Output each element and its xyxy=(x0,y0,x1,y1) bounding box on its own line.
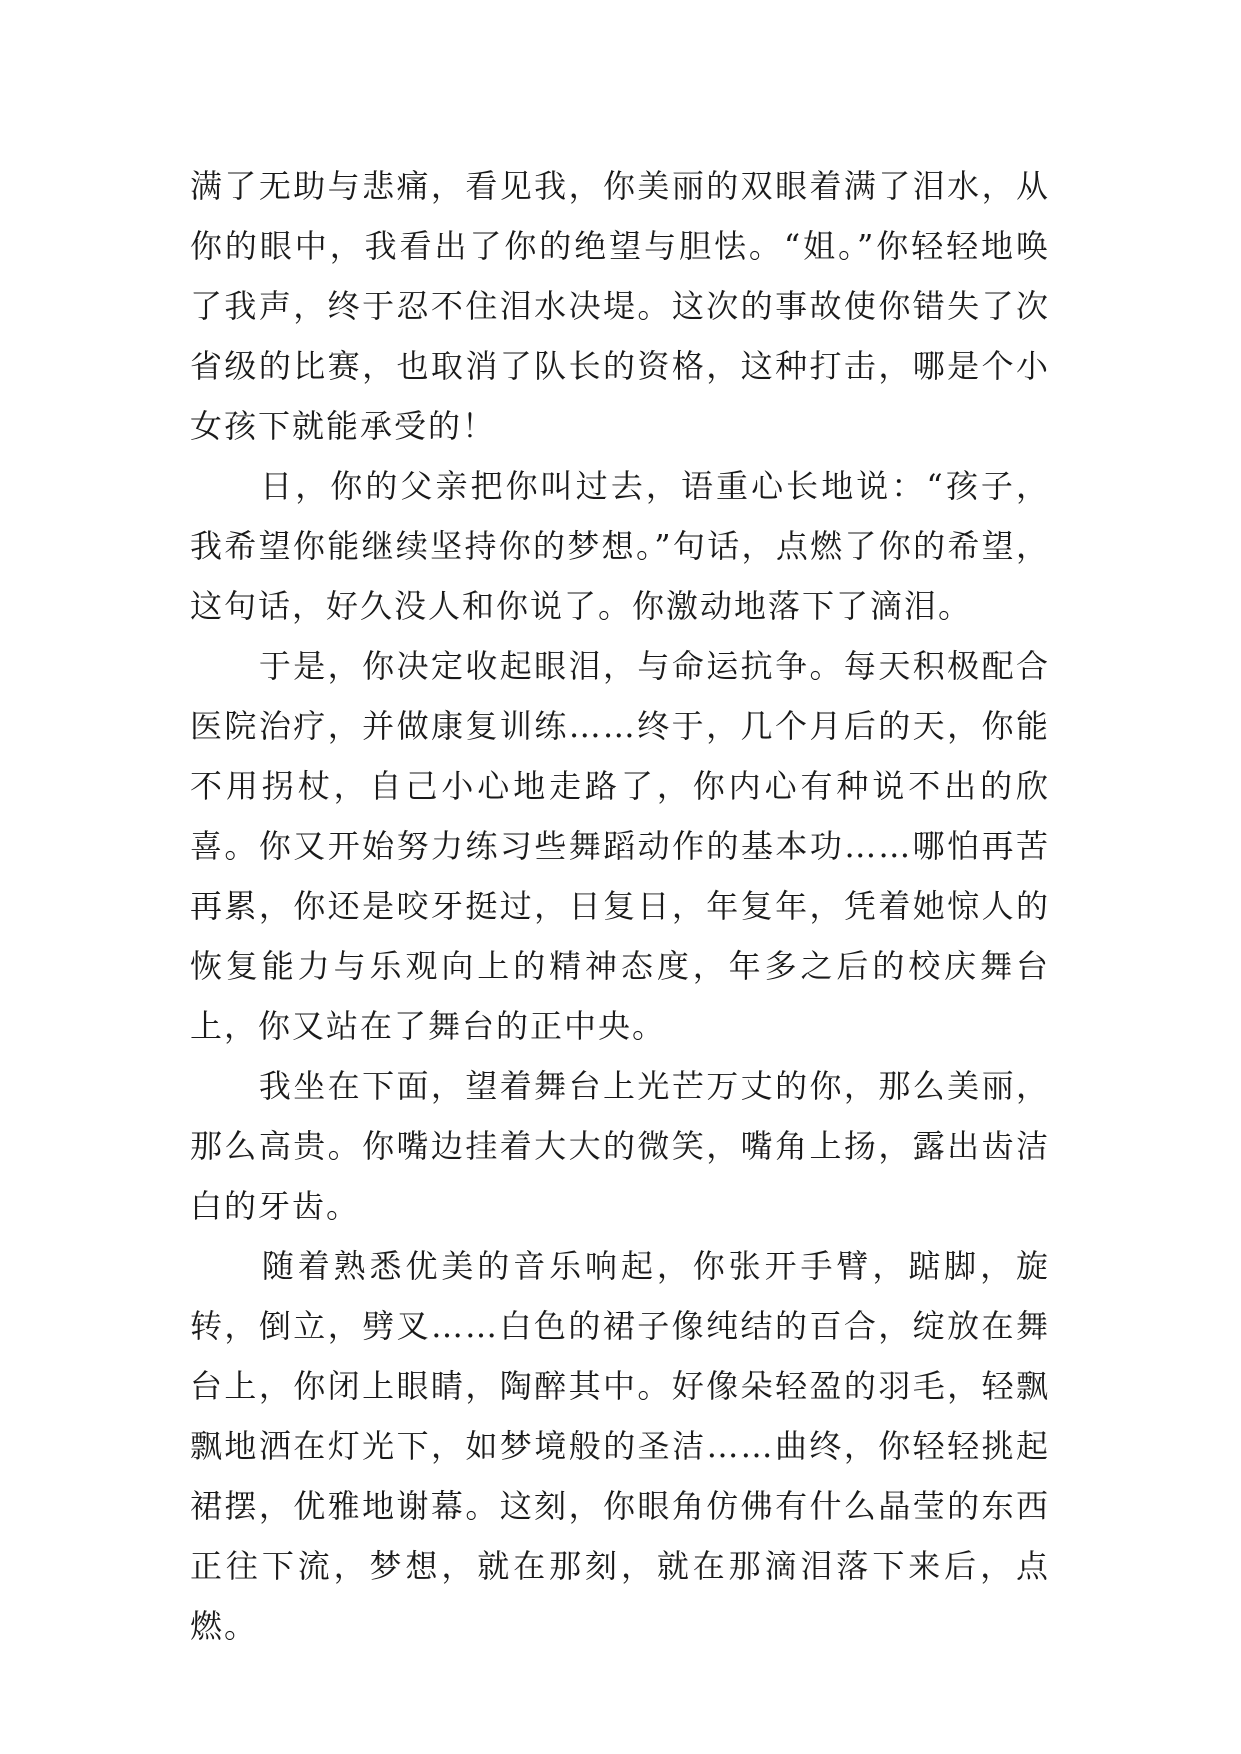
document-body xyxy=(190,156,1050,1656)
paragraph-1: 满了无助与悲痛，看见我，你美丽的双眼着满了泪水，从你的眼中，我看出了你的绝望与胆怯。“姐。”你轻轻地唤了我声，终于忍不住泪水决堤。这次的事故使你错失了次省级的比赛，也取消了队长的资格，这种打击，哪是个小女孩下就能承受的！ xyxy=(190,167,1050,445)
paragraph-4: 我坐在下面，望着舞台上光芒万丈的你，那么美丽，那么高贵。你嘴边挂着大大的微笑，嘴角上扬，露出齿洁白的牙齿。 xyxy=(190,1067,1050,1225)
paragraph-2: 日，你的父亲把你叫过去，语重心长地说：“孩子，我希望你能继续坚持你的梦想。”句话，点燃了你的希望，这句话，好久没人和你说了。你激动地落下了滴泪。 xyxy=(190,467,1050,625)
paragraph-3: 于是，你决定收起眼泪，与命运抗争。每天积极配合医院治疗，并做康复训练……终于，几个月后的天，你能不用拐杖，自己小心地走路了，你内心有种说不出的欣喜。你又开始努力练习些舞蹈动作的基本功……哪怕再苦再累，你还是咬牙挺过，日复日，年复年，凭着她惊人的恢复能力与乐观向上的精神态度，年多之后的校庆舞台上，你又站在了舞台的正中央。 xyxy=(190,647,1050,1045)
paragraph-5: 随着熟悉优美的音乐响起，你张开手臂，踮脚，旋转，倒立，劈叉……白色的裙子像纯结的百合，绽放在舞台上，你闭上眼睛，陶醉其中。好像朵轻盈的羽毛，轻飘飘地洒在灯光下，如梦境般的圣洁……曲终，你轻轻挑起裙摆，优雅地谢幕。这刻，你眼角仿佛有什么晶莹的东西正往下流，梦想，就在那刻，就在那滴泪落下来后，点燃。 xyxy=(190,1247,1050,1645)
